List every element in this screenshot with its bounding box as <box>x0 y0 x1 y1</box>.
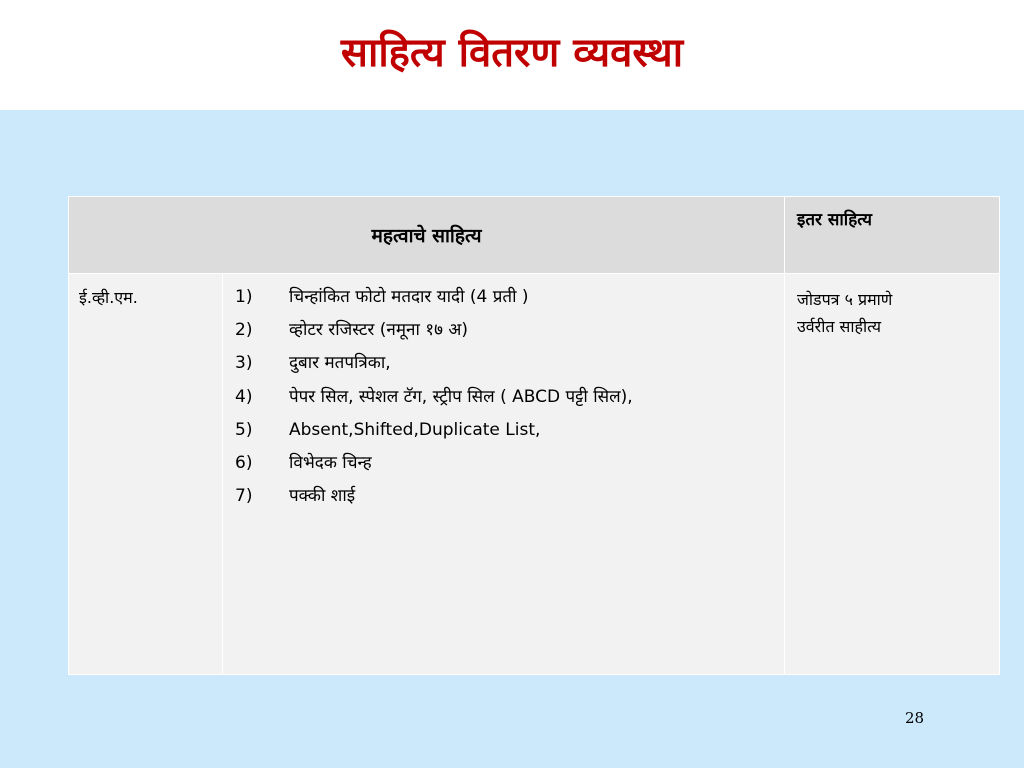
list-item <box>235 450 774 477</box>
list-item-text: व्होटर रजिस्टर (नमूना १७ अ) <box>289 320 468 341</box>
list-item <box>235 284 774 311</box>
list-item-text: पक्की शाई <box>289 486 356 507</box>
list-item <box>235 417 774 444</box>
list-item-text: पेपर सिल, स्पेशल टॅग, स्ट्रीप सिल ( ABCD पट्टी सिल), <box>289 386 633 407</box>
page-number: 28 <box>905 709 925 727</box>
list-item <box>235 317 774 344</box>
list-item-number: 6) <box>235 452 253 473</box>
other-materials-cell <box>785 274 1000 675</box>
important-items-list <box>235 284 774 510</box>
list-item-number: 3) <box>235 353 253 374</box>
slide-title: साहित्य वितरण व्यवस्था <box>340 29 684 76</box>
title-band <box>0 0 1024 110</box>
list-item-number: 4) <box>235 386 253 407</box>
list-item-number: 2) <box>235 320 253 341</box>
list-item-number: 7) <box>235 486 253 507</box>
list-item-text: विभेदक चिन्ह <box>289 452 372 473</box>
important-items-cell <box>223 274 785 675</box>
list-item-text: दुबार मतपत्रिका, <box>289 353 391 374</box>
list-item-text: Absent,Shifted,Duplicate List, <box>289 419 541 440</box>
other-materials-line: जोडपत्र ५ प्रमाणे <box>797 290 893 309</box>
header-other-materials: इतर साहित्य <box>785 197 1000 274</box>
header-main-materials: महत्वाचे साहित्य <box>69 197 785 274</box>
table-row <box>69 274 1000 675</box>
other-materials-line: उर्वरीत साहीत्य <box>797 317 882 337</box>
table-header-row <box>69 197 1000 274</box>
row-label-evm: ई.व्ही.एम. <box>69 274 223 675</box>
list-item-text: चिन्हांकित फोटो मतदार यादी (4 प्रती ) <box>289 287 529 307</box>
list-item <box>235 350 774 377</box>
list-item-number: 1) <box>235 287 253 307</box>
list-item <box>235 483 774 510</box>
material-table <box>68 196 1000 675</box>
list-item-number: 5) <box>235 419 253 440</box>
list-item <box>235 384 774 411</box>
